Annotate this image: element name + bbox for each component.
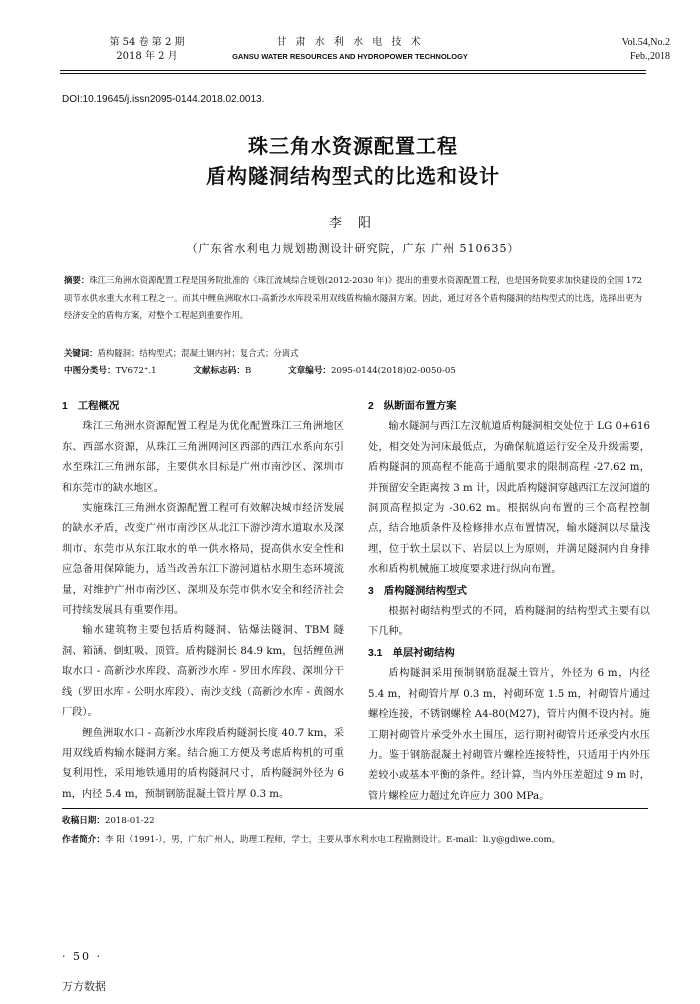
keywords-label: 关键词： bbox=[64, 348, 98, 358]
doi[interactable]: DOI:10.19645/j.issn2095-0144.2018.02.0013. bbox=[62, 94, 265, 105]
header-journal-en: GANSU WATER RESOURCES AND HYDROPOWER TECHNOLOGY bbox=[232, 52, 468, 61]
title-line-2: 盾构隧洞结构型式的比选和设计 bbox=[206, 164, 500, 188]
footnotes bbox=[62, 812, 648, 850]
header-rule-top bbox=[60, 70, 646, 71]
section-title-1: 工程概况 bbox=[77, 400, 120, 412]
abstract bbox=[64, 272, 642, 325]
received-label: 收稿日期： bbox=[62, 816, 105, 826]
paragraph: 实施珠江三角洲水资源配置工程可有效解决城市经济发展的缺水矛盾，改变广州市南沙区从北江下游沙湾水道取水及深圳市、东莞市从东江取水的单一供水格局，提高供水安全性和应急备用保障能力，适当改善东江下游河道枯水期生态环境流量，对维护广州市南沙区、深圳及东莞市供水安全和经济社会可持续发展具有重要作用。 bbox=[62, 503, 344, 617]
section-number-2: 2 bbox=[368, 401, 374, 412]
classification-line bbox=[64, 364, 642, 378]
paragraph: 输水建筑物主要包括盾构隧洞、钻爆法隧洞、TBM 隧洞、箱涵、倒虹吸、顶管。盾构隧洞长 84.9 km，包括鲤鱼洲取水口 - 高新沙水库段、高新沙水库 - 罗田水库段、深圳分干线（罗田水库 - 公明水库段）、南沙支线（高新沙水库 - 黄阁水厂段）。 bbox=[62, 625, 344, 719]
keywords-text: 盾构隧洞；结构型式；混凝土钢内衬；复合式；分离式 bbox=[97, 348, 299, 358]
clc-label: 中图分类号： bbox=[64, 366, 116, 376]
section-number-1: 1 bbox=[62, 401, 68, 412]
doc-code-label: 文献标志码： bbox=[193, 366, 245, 376]
header-issue-cn bbox=[72, 36, 222, 64]
paragraph: 鲤鱼洲取水口 - 高新沙水库段盾构隧洞长度 40.7 km，采用双线盾构输水隧洞方案。结合施工方便及考虑盾构机的可重复利用性，采用地铁通用的盾构隧洞尺寸，盾构隧洞外径为 6 m，内径 5.4 m，预制钢筋混凝土管片厚 0.3 m。 bbox=[62, 727, 344, 800]
keywords bbox=[64, 346, 642, 360]
header-volume-cn: 第 54 卷 第 2 期 bbox=[109, 37, 185, 48]
section-title-3: 盾构隧洞结构型式 bbox=[383, 584, 467, 597]
header-volume-en: Vol.54,No.2 bbox=[621, 37, 670, 48]
page-number: · 50 · bbox=[62, 950, 102, 963]
article-id: 2095-0144(2018)02-0050-05 bbox=[331, 366, 456, 376]
paragraph: 盾构隧洞采用预制钢筋混凝土管片，外径为 6 m，内径 5.4 m，衬砌管片厚 0.3 m，衬砌环宽 1.5 m，衬砌管片通过螺栓连接，不锈钢螺栓 A4-80(M27)，管片内侧不设内衬。施工期衬砌管片承受外水土围压，运行期衬砌管片还承受内水压力。鉴于钢筋混凝土衬砌管片螺栓连接特性，只适用于内外压差较小或基本平衡的条件。经计算，当内外压差超过 9 m 时，管片螺栓应力超过允许应力 300 MPa。 bbox=[368, 668, 650, 802]
abstract-label: 摘要： bbox=[64, 275, 90, 285]
author-bio bbox=[62, 831, 648, 850]
left-column bbox=[62, 396, 344, 805]
doc-code: B bbox=[244, 366, 252, 376]
header-journal bbox=[210, 36, 490, 64]
bio-text: 李 阳（1991-），男，广东广州人，助理工程师，学士，主要从事水利水电工程勘测设计。E-mail：li.y@gdiwe.com。 bbox=[104, 835, 561, 845]
section-number-3: 3 bbox=[368, 585, 374, 597]
section-title-3-1: 单层衬砌结构 bbox=[392, 646, 455, 659]
watermark: 万方数据 bbox=[62, 980, 106, 993]
author: 李 阳 bbox=[328, 216, 378, 231]
title-line-1: 珠三角水资源配置工程 bbox=[248, 134, 458, 158]
right-column bbox=[368, 396, 650, 807]
header-date-cn: 2018 年 2 月 bbox=[116, 51, 178, 62]
header-issue-en bbox=[540, 36, 670, 64]
paragraph: 根据衬砌结构型式的不同，盾构隧洞的结构型式主要有以下几种。 bbox=[368, 606, 650, 638]
header-journal-cn: 甘 肃 水 利 水 电 技 术 bbox=[276, 37, 424, 48]
paragraph: 输水隧洞与西江左汊航道盾构隧洞相交处位于 LG 0+616 处，相交处为河床最低点，为确保航道运行安全及升级需要，盾构隧洞的顶高程不能高于通航要求的限制高程 -27.62 m，并预留安全距离按 3 m 计，因此盾构隧洞穿越西江左汊河道的洞顶高程拟定为 -30.62 m。根据纵向布置的三个高程控制点，结合地质条件及检修排水点布置情况，输水隧洞以尽量浅埋，位于软土层以下、岩层以上为原则，并满足隧洞内自身排水和盾构机械施工坡度要求进行纵向布置。 bbox=[368, 421, 650, 576]
paragraph: 珠江三角洲水资源配置工程是为优化配置珠江三角洲地区东、西部水资源，从珠江三角洲网河区西部的西江水系向东引水至珠江三角洲东部，主要供水目标是广州市南沙区、深圳市和东莞市的缺水地区。 bbox=[62, 421, 344, 494]
received-value: 2018-01-22 bbox=[104, 816, 155, 826]
section-heading-2 bbox=[368, 396, 650, 417]
footnote-rule bbox=[62, 808, 648, 809]
abstract-text: 珠江三角洲水资源配置工程是国务院批准的《珠江流域综合规划(2012-2030 年)》提出的重要水资源配置工程，也是国务院要求加快建设的全国 172 项节水供水重大水利工程之一。而其中鲤鱼洲取水口-高新沙水库段采用双线盾构输水隧洞方案。因此，通过对各个盾构隧洞的结构型式的比选，选择出更为经济安全的盾构方案，对整个工程起到重要作用。 bbox=[64, 275, 642, 321]
bio-label: 作者简介： bbox=[62, 835, 105, 845]
clc-code: TV672⁺.1 bbox=[115, 366, 157, 376]
header-rule-bottom bbox=[60, 73, 646, 74]
section-number-3-1: 3.1 bbox=[368, 647, 383, 659]
section-heading-1 bbox=[62, 396, 344, 417]
section-heading-3-1 bbox=[368, 643, 650, 664]
affiliation: （广东省水利电力规划勘测设计研究院，广东 广州 510635） bbox=[186, 242, 520, 255]
article-id-label: 文章编号： bbox=[288, 366, 332, 376]
section-title-2: 纵断面布置方案 bbox=[383, 400, 457, 412]
section-heading-3 bbox=[368, 581, 650, 602]
received-date bbox=[62, 812, 648, 831]
header-date-en: Feb.,2018 bbox=[630, 51, 670, 62]
